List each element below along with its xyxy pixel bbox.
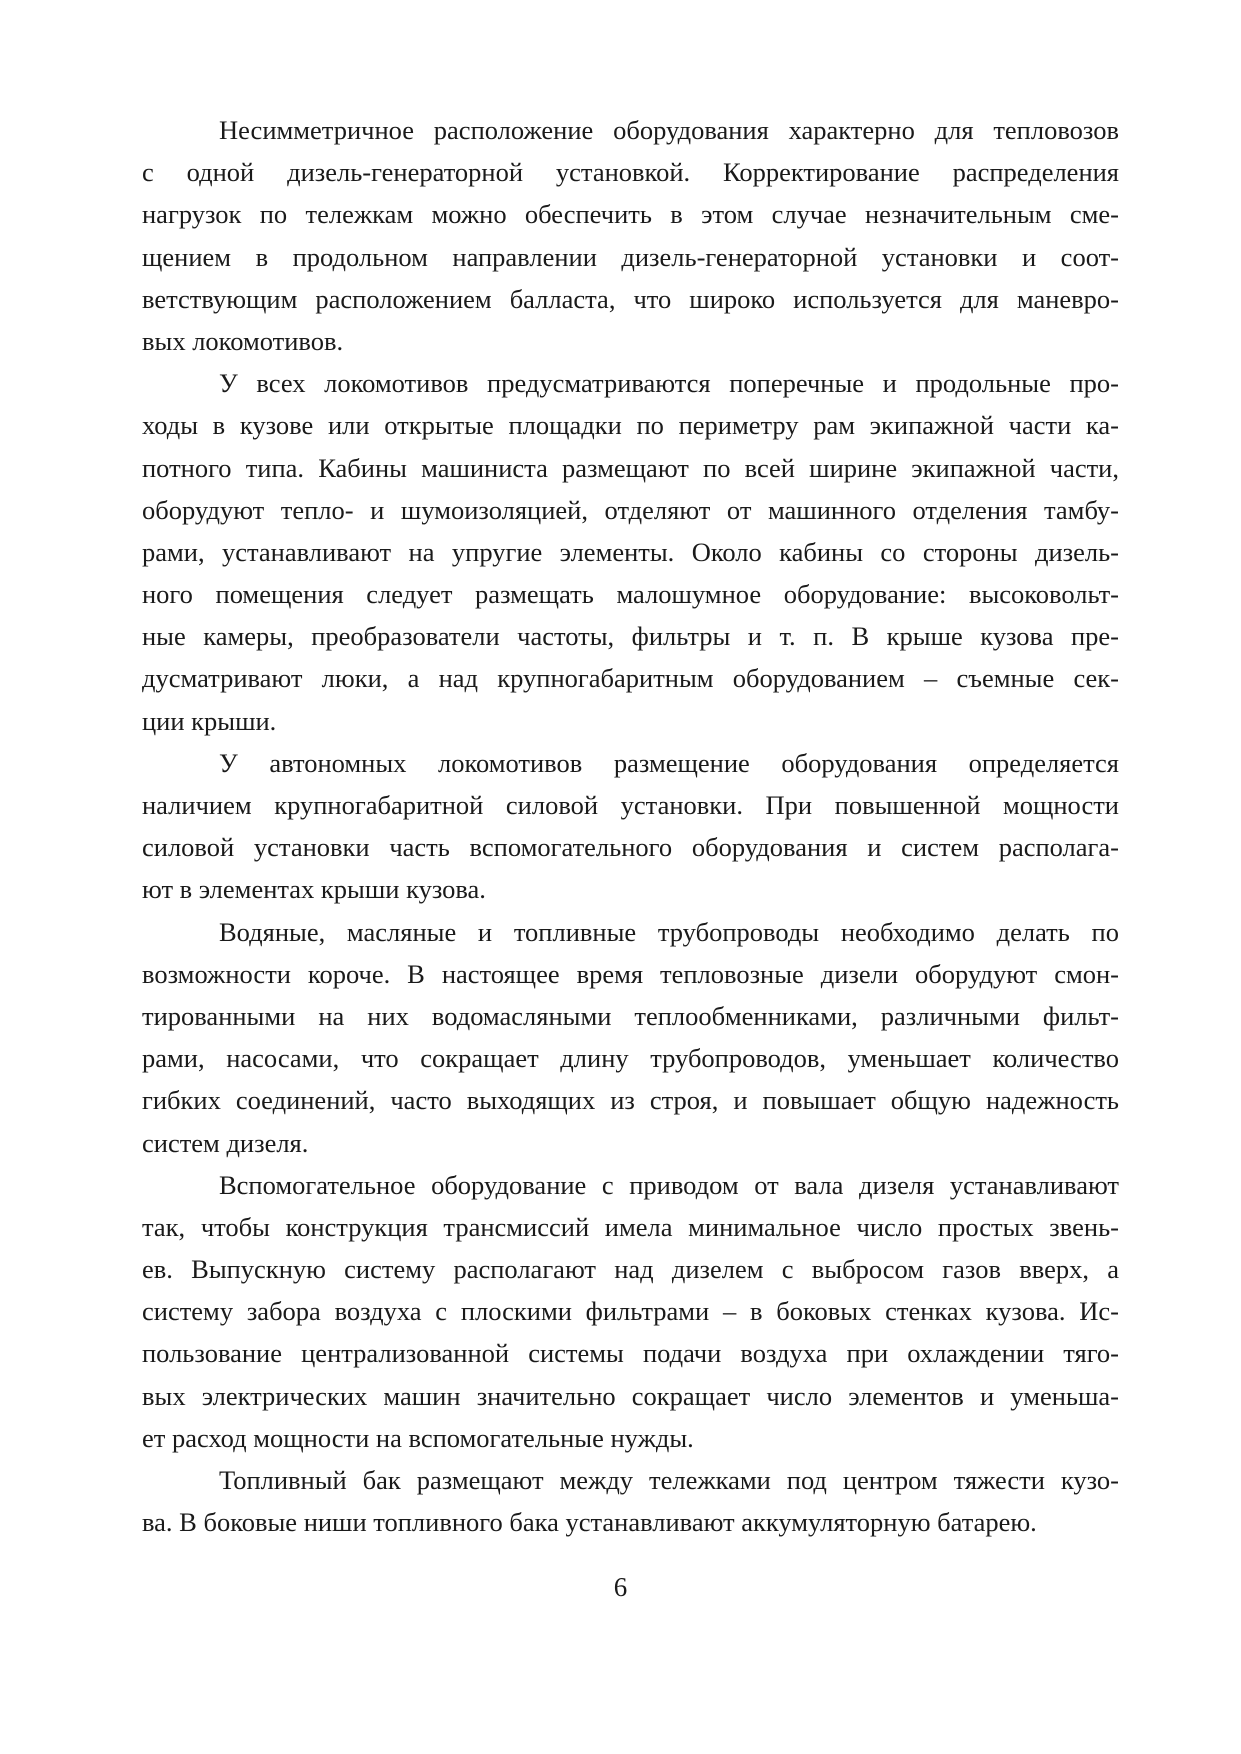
text-line: ветствующим расположением балласта, что широко используется для маневро-: [142, 283, 1119, 314]
paragraph: [142, 911, 1119, 1164]
text-line: вых электрических машин значительно сокращает число элементов и уменьша-: [142, 1380, 1119, 1411]
text-line: рами, устанавливают на упругие элементы. Около кабины со стороны дизель-: [142, 536, 1119, 567]
text-line: силовой установки часть вспомогательного оборудования и систем располага-: [142, 832, 1119, 863]
text-line: наличием крупногабаритной силовой установки. При повышенной мощности: [142, 790, 1119, 820]
text-line: тированными на них водомасляными теплообменниками, различными фильт-: [142, 1000, 1119, 1031]
text-line: ного помещения следует размещать малошумное оборудование: высоковольт-: [142, 579, 1119, 610]
text-line: гибких соединений, часто выходящих из строя, и повышает общую надежность: [142, 1085, 1119, 1116]
text-line: ции крыши.: [142, 705, 277, 736]
text-line: ва. В боковые ниши топливного бака устанавливают аккумуляторную батарею.: [142, 1507, 1037, 1538]
paragraph: [142, 362, 1119, 742]
text-line: с одной дизель-генераторной установкой. Корректирование распределения: [142, 157, 1119, 188]
page-number: 6: [613, 1572, 628, 1602]
text-line: ет расход мощности на вспомогательные нужды.: [142, 1422, 694, 1453]
paragraph: [142, 742, 1119, 911]
text-line: У всех локомотивов предусматриваются поперечные и продольные про-: [219, 368, 1119, 399]
text-line: У автономных локомотивов размещение оборудования определяется: [219, 747, 1119, 778]
text-line: Вспомогательное оборудование с приводом от вала дизеля устанавливают: [219, 1169, 1119, 1200]
text-line: ют в элементах крыши кузова.: [142, 874, 486, 905]
text-line: систем дизеля.: [142, 1127, 309, 1158]
text-line: вых локомотивов.: [142, 325, 344, 356]
text-line: дусматривают люки, а над крупногабаритным оборудованием – съемные сек-: [142, 663, 1119, 694]
text-line: так, чтобы конструкция трансмиссий имела минимальное число простых звень-: [142, 1211, 1119, 1242]
text-line: ев. Выпускную систему располагают над дизелем с выбросом газов вверх, а: [142, 1254, 1119, 1285]
text-line: оборудуют тепло- и шумоизоляцией, отделяют от машинного отделения тамбу-: [142, 494, 1119, 525]
paragraph: [142, 109, 1119, 362]
text-line: Водяные, масляные и топливные трубопроводы необходимо делать по: [219, 916, 1119, 947]
text-line: Несимметричное расположение оборудования характерно для тепловозов: [219, 115, 1119, 145]
paragraph: [142, 1164, 1119, 1459]
text-line: возможности короче. В настоящее время тепловозные дизели оборудуют смон-: [142, 958, 1119, 989]
body-text: [142, 109, 1119, 1543]
text-line: потного типа. Кабины машиниста размещают по всей ширине экипажной части,: [142, 452, 1119, 483]
text-line: нагрузок по тележкам можно обеспечить в этом случае незначительным сме-: [142, 199, 1119, 230]
text-line: Топливный бак размещают между тележками под центром тяжести кузо-: [219, 1465, 1119, 1495]
text-line: систему забора воздуха с плоскими фильтрами – в боковых стенках кузова. Ис-: [142, 1296, 1119, 1327]
text-line: ходы в кузове или открытые площадки по периметру рам экипажной части ка-: [142, 410, 1119, 441]
text-line: ные камеры, преобразователи частоты, фильтры и т. п. В крыше кузова пре-: [142, 621, 1119, 652]
paragraph: [142, 1459, 1119, 1543]
text-line: рами, насосами, что сокращает длину трубопроводов, уменьшает количество: [142, 1043, 1119, 1074]
text-line: пользование централизованной системы подачи воздуха при охлаждении тяго-: [142, 1338, 1119, 1369]
text-line: щением в продольном направлении дизель-генераторной установки и соот-: [142, 241, 1119, 272]
